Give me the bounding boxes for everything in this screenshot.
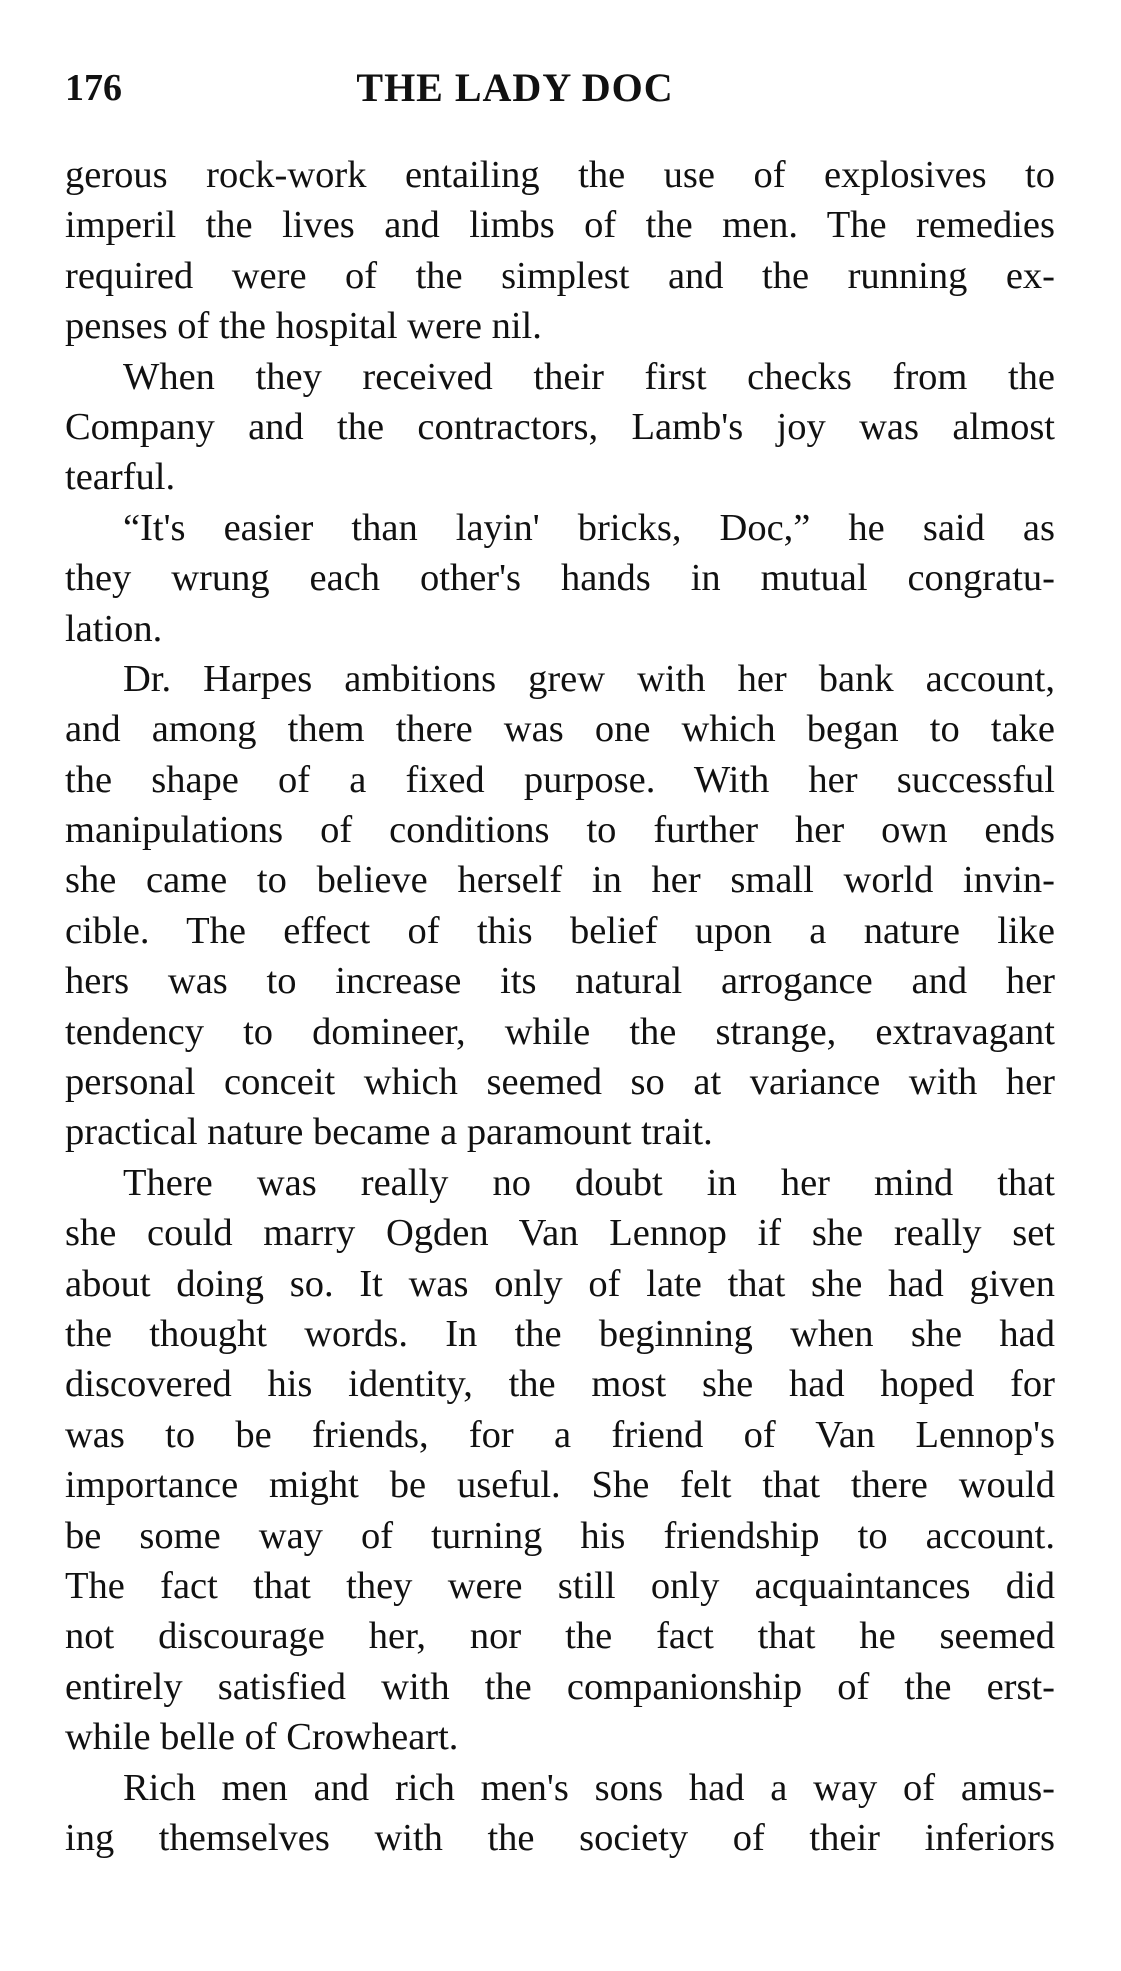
body-text (65, 150, 1055, 1863)
paragraph (65, 1158, 1055, 1763)
text-line: There was really no doubt in her mind that (123, 1161, 1055, 1204)
text-line: cible. The effect of this belief upon a nature like (65, 909, 1055, 952)
text-line: and among them there was one which began to take (65, 708, 1055, 751)
paragraph (65, 1763, 1055, 1864)
text-line: tearful. (65, 456, 176, 499)
text-line: practical nature became a paramount trait. (65, 1111, 713, 1154)
text-line: importance might be useful. She felt that there would (65, 1464, 1055, 1507)
text-line: imperil the lives and limbs of the men. The remedies (65, 204, 1055, 247)
text-line: discovered his identity, the most she had hoped for (65, 1363, 1055, 1406)
text-line: lation. (65, 607, 163, 650)
text-line: hers was to increase its natural arrogance and her (65, 960, 1055, 1003)
text-line: The fact that they were still only acquaintances did (65, 1564, 1055, 1607)
text-line: gerous rock-work entailing the use of explosives to (65, 154, 1055, 196)
text-line: When they received their first checks from the (123, 355, 1055, 398)
paragraph (65, 503, 1055, 654)
text-line: personal conceit which seemed so at variance with her (65, 1061, 1055, 1104)
text-line: penses of the hospital were nil. (65, 305, 542, 348)
text-line: entirely satisfied with the companionship of the erst- (65, 1665, 1055, 1708)
text-line: they wrung each other's hands in mutual congratu- (65, 557, 1055, 600)
text-line: the thought words. In the beginning when she had (65, 1312, 1055, 1355)
paragraph (65, 352, 1055, 503)
page-header (65, 58, 1055, 118)
text-line: was to be friends, for a friend of Van Lennop's (65, 1413, 1055, 1456)
text-line: the shape of a fixed purpose. With her successful (65, 758, 1055, 801)
text-line: while belle of Crowheart. (65, 1716, 459, 1759)
text-line: be some way of turning his friendship to account. (65, 1514, 1055, 1557)
text-line: not discourage her, nor the fact that he seemed (65, 1615, 1055, 1658)
text-line: Rich men and rich men's sons had a way of amus- (123, 1766, 1055, 1809)
text-line: Company and the contractors, Lamb's joy was almost (65, 405, 1055, 448)
text-line: ing themselves with the society of their inferiors (65, 1816, 1055, 1859)
text-line: “It's easier than layin' bricks, Doc,” he said as (123, 506, 1055, 549)
paragraph (65, 654, 1055, 1158)
text-line: manipulations of conditions to further her own ends (65, 809, 1055, 852)
text-line: required were of the simplest and the running ex- (65, 254, 1055, 297)
text-line: she came to believe herself in her small world invin- (65, 859, 1055, 902)
text-line: Dr. Harpes ambitions grew with her bank account, (123, 657, 1055, 700)
text-line: tendency to domineer, while the strange, extravagant (65, 1010, 1055, 1053)
paragraph (65, 150, 1055, 352)
page-number: 176 (65, 67, 122, 109)
running-head: THE LADY DOC (356, 65, 674, 110)
text-line: about doing so. It was only of late that she had given (65, 1262, 1055, 1305)
text-line: she could marry Ogden Van Lennop if she really set (65, 1212, 1055, 1255)
